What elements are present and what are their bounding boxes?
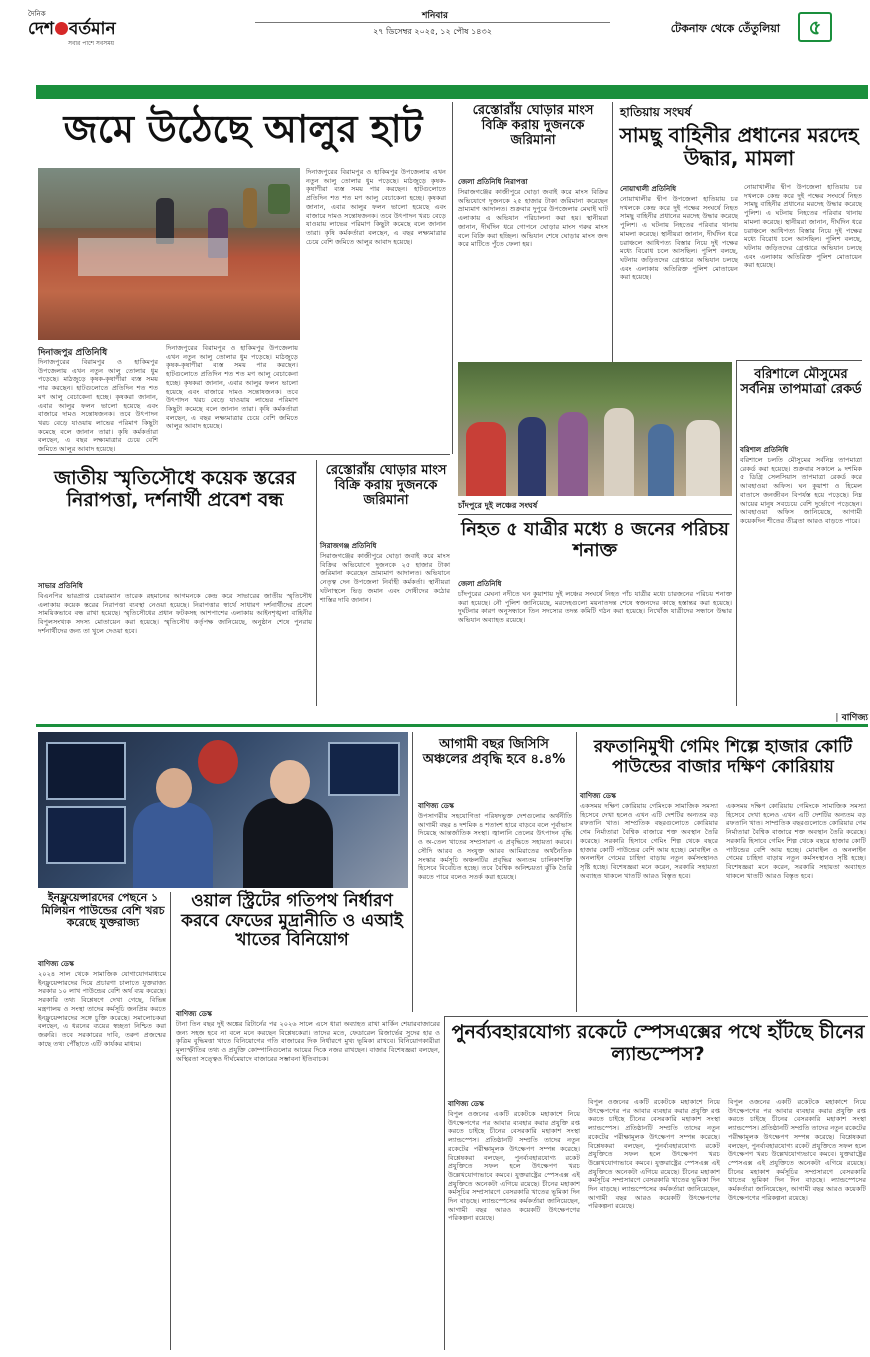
headline: ওয়াল স্ট্রিটের গতিপথ নির্ধারণ করবে ফেডের মুদ্রানীতি ও এআই খাতের বিনিয়োগ <box>181 891 403 951</box>
byline: নোয়াখালী প্রতিনিধি <box>620 185 677 193</box>
section-name: টেকনাফ থেকে তেঁতুলিয়া <box>670 22 780 35</box>
photo-potato-market <box>38 168 300 340</box>
photo-chandpur <box>458 362 732 496</box>
issue-day: শনিবার <box>422 11 448 21</box>
byline: বাণিজ্য ডেস্ক <box>418 802 454 810</box>
story-body-cont: নোয়াখালীর দ্বীপ উপজেলা হাতিয়ায় চর দখলকে কেন্দ্র করে দুই পক্ষের সংঘর্ষে নিহত সামছু বাহিনীর প্রধানের মরদেহ উদ্ধার করেছে পুলিশ। এ ঘটনায় নিহতের পরিবার থানায় মামলা করেছে। স্থানীয়রা জানান, দীর্ঘদিন ধরে চরাঞ্চলে আধিপত্য বিস্তার নিয়ে দুই পক্ষের মধ্যে বিরোধ চলে আসছিল। পুলিশ বলছে, ঘটনায় জড়িতদের গ্রেপ্তারে অভিযান চলছে এবং এলাকায় অতিরিক্ত পুলিশ মোতায়েন করা হয়েছে। <box>744 183 862 270</box>
photo-caption: চাঁদপুরে দুই লঞ্চের সংঘর্ষ <box>458 501 538 510</box>
logo-small-text: দৈনিক <box>28 10 46 18</box>
headline: জাতীয় স্মৃতিসৌধে কয়েক স্তরের নিরাপত্তা, দর্শনার্থী প্রবেশ বন্ধ <box>54 467 296 511</box>
masthead <box>0 0 870 84</box>
headline: রেস্তোরাঁয় ঘোড়ার মাংস বিক্রি করায় দুজনকে জরিমানা <box>472 103 594 148</box>
byline: বাণিজ্য ডেস্ক <box>38 960 74 968</box>
logo-tagline: সবার পাশে সবসময় <box>68 40 115 47</box>
logo <box>28 8 158 54</box>
story-body-cont: দিনাজপুরের বিরামপুর ও হাকিমপুর উপজেলায় এখন নতুন আলু তোলার ধুম পড়েছে। মাঠজুড়ে কৃষক-কৃষাণীরা ব্যস্ত সময় পার করছেন। হাটগুলোতে প্রতিদিন শত শত মণ আলু বেচাকেনা হচ্ছে। কৃষকরা জানান, এবার আলুর ফলন ভালো হয়েছে এবং বাজারে দামও সন্তোষজনক। তবে উৎপাদন খরচ বেড়ে যাওয়ায় লাভের পরিমাণ কিছুটা কমেছে বলে জানান তারা। কৃষি কর্মকর্তারা বলছেন, এ বছর লক্ষ্যমাত্রার চেয়ে বেশি জমিতে আলুর আবাদ হয়েছে। <box>166 344 298 431</box>
headline: ইনফ্লুয়েন্সারদের পেছনে ১ মিলিয়ন পাউন্ডের বেশি খরচ করেছে যুক্তরাজ্য <box>41 891 165 930</box>
story-body-cont: একসময় দক্ষিণ কোরিয়ায় গেমিংকে সামাজিক সমস্যা হিসেবে দেখা হলেও এখন এটি দেশটির অন্যতম বড় রফতানি খাত। সাম্প্রতিক বছরগুলোতে কোরিয়ার গেম নির্মাতারা বৈশ্বিক বাজারে শক্ত অবস্থান তৈরি করেছে। সরকারি হিসাবে গেমিং শিল্প থেকে বছরে হাজার কোটি পাউন্ডের বেশি আয় হচ্ছে। মোবাইল ও অনলাইন গেমের চাহিদা বাড়ায় নতুন কর্মসংস্থানও সৃষ্টি হচ্ছে। বিশেষজ্ঞরা মনে করেন, সরকারি সহায়তা অব্যাহত থাকলে খাতটি আরও বিস্তৃত হবে। <box>726 802 866 880</box>
headline: নিহত ৫ যাত্রীর মধ্যে ৪ জনের পরিচয় শনাক্ত <box>461 519 729 561</box>
story-body-cont2: বিপুল ওজনের একটি রকেটকে মহাকাশে নিয়ে উৎক্ষেপণের পর আবার ব্যবহার করার প্রযুক্তি রপ্ত করতে চাইছে চীনের বেসরকারি মহাকাশ সংস্থা ল্যান্ডস্পেস। প্রতিষ্ঠানটি সম্প্রতি তাদের নতুন রকেটের পরীক্ষামূলক উৎক্ষেপণ সম্পন্ন করেছে। বিশ্লেষকরা বলছেন, পুনর্ব্যবহারযোগ্য রকেট প্রযুক্তিতে সফল হলে উৎক্ষেপণ খরচ উল্লেখযোগ্যভাবে কমবে। যুক্তরাষ্ট্রের স্পেসএক্স এই প্রযুক্তিতে অনেকটা এগিয়ে রয়েছে। চীনের মহাকাশ কর্মসূচির সম্প্রসারণে বেসরকারি খাতের ভূমিকা দিন দিন বাড়ছে। ল্যান্ডস্পেসের কর্মকর্তারা জানিয়েছেন, আগামী বছর আরও কয়েকটি উৎক্ষেপণের পরিকল্পনা রয়েছে। <box>728 1098 866 1202</box>
headline: জমে উঠেছে আলুর হাট <box>63 107 423 151</box>
logo-name-second: বর্তমান <box>68 19 116 39</box>
byline: সাভার প্রতিনিধি <box>38 582 83 590</box>
logo-name-first: দেশ <box>28 19 54 39</box>
headline: রফতানিমুখী গেমিং শিল্পে হাজার কোটি পাউন্ডের বাজার দক্ষিণ কোরিয়ায় <box>593 737 853 777</box>
story-body: সিরাজগঞ্জের কাজীপুরে ঘোড়া জবাই করে মাংস বিক্রির অভিযোগে দুজনকে ২৫ হাজার টাকা জরিমানা করেছেন ভ্রাম্যমাণ আদালত। শুক্রবার দুপুরে উপজেলার মেঘাই ঘাট এলাকায় এ অভিযান পরিচালনা করা হয়। স্থানীয়রা জানান, দীর্ঘদিন ধরে গোপনে ঘোড়ার মাংস গরুর মাংস বলে বিক্রি করা হচ্ছিল। অভিযান শেষে ঘোড়ার মাংস জব্দ করে মাটিতে পুঁতে ফেলা হয়। <box>458 188 608 249</box>
story-body-cont2: দিনাজপুরের বিরামপুর ও হাকিমপুর উপজেলায় এখন নতুন আলু তোলার ধুম পড়েছে। মাঠজুড়ে কৃষক-কৃষাণীরা ব্যস্ত সময় পার করছেন। হাটগুলোতে প্রতিদিন শত শত মণ আলু বেচাকেনা হচ্ছে। কৃষকরা জানান, এবার আলুর ফলন ভালো হয়েছে এবং বাজারে দামও সন্তোষজনক। তবে উৎপাদন খরচ বেড়ে যাওয়ায় লাভের পরিমাণ কিছুটা কমেছে বলে জানান তারা। কৃষি কর্মকর্তারা বলছেন, এ বছর লক্ষ্যমাত্রার চেয়ে বেশি জমিতে আলুর আবাদ হয়েছে। <box>306 168 446 246</box>
headline: বরিশালে মৌসুমের সর্বনিম্ন তাপমাত্রা রেকর্ড <box>740 367 862 397</box>
story-body-cont: বিপুল ওজনের একটি রকেটকে মহাকাশে নিয়ে উৎক্ষেপণের পর আবার ব্যবহার করার প্রযুক্তি রপ্ত করতে চাইছে চীনের বেসরকারি মহাকাশ সংস্থা ল্যান্ডস্পেস। প্রতিষ্ঠানটি সম্প্রতি তাদের নতুন রকেটের পরীক্ষামূলক উৎক্ষেপণ সম্পন্ন করেছে। বিশ্লেষকরা বলছেন, পুনর্ব্যবহারযোগ্য রকেট প্রযুক্তিতে সফল হলে উৎক্ষেপণ খরচ উল্লেখযোগ্যভাবে কমবে। যুক্তরাষ্ট্রের স্পেসএক্স এই প্রযুক্তিতে অনেকটা এগিয়ে রয়েছে। চীনের মহাকাশ কর্মসূচির সম্প্রসারণে বেসরকারি খাতের ভূমিকা দিন দিন বাড়ছে। ল্যান্ডস্পেসের কর্মকর্তারা জানিয়েছেন, আগামী বছর আরও কয়েকটি উৎক্ষেপণের পরিকল্পনা রয়েছে। <box>588 1098 720 1211</box>
headline: পুনর্ব্যবহারযোগ্য রকেটে স্পেসএক্সের পথে হাঁটছে চীনের ল্যান্ডস্পেস? <box>451 1021 865 1065</box>
byline: সিরাজগঞ্জ প্রতিনিধি <box>320 542 377 550</box>
story-body: একসময় দক্ষিণ কোরিয়ায় গেমিংকে সামাজিক সমস্যা হিসেবে দেখা হলেও এখন এটি দেশটির অন্যতম বড় রফতানি খাত। সাম্প্রতিক বছরগুলোতে কোরিয়ার গেম নির্মাতারা বৈশ্বিক বাজারে শক্ত অবস্থান তৈরি করেছে। সরকারি হিসাবে গেমিং শিল্প থেকে বছরে হাজার কোটি পাউন্ডের বেশি আয় হচ্ছে। মোবাইল ও অনলাইন গেমের চাহিদা বাড়ায় নতুন কর্মসংস্থানও সৃষ্টি হচ্ছে। বিশেষজ্ঞরা মনে করেন, সরকারি সহায়তা অব্যাহত থাকলে খাতটি আরও বিস্তৃত হবে। <box>580 802 718 880</box>
headline: আগামী বছর জিসিসি অঞ্চলের প্রবৃদ্ধি হবে ৪.৪% <box>422 737 566 767</box>
section-label: | বাণিজ্য <box>835 713 868 723</box>
kicker: হাতিয়ায় সংঘর্ষ <box>620 105 692 119</box>
photo-wall-street <box>38 732 408 888</box>
story-body: বিপুল ওজনের একটি রকেটকে মহাকাশে নিয়ে উৎক্ষেপণের পর আবার ব্যবহার করার প্রযুক্তি রপ্ত করতে চাইছে চীনের বেসরকারি মহাকাশ সংস্থা ল্যান্ডস্পেস। প্রতিষ্ঠানটি সম্প্রতি তাদের নতুন রকেটের পরীক্ষামূলক উৎক্ষেপণ সম্পন্ন করেছে। বিশ্লেষকরা বলছেন, পুনর্ব্যবহারযোগ্য রকেট প্রযুক্তিতে সফল হলে উৎক্ষেপণ খরচ উল্লেখযোগ্যভাবে কমবে। যুক্তরাষ্ট্রের স্পেসএক্স এই প্রযুক্তিতে অনেকটা এগিয়ে রয়েছে। চীনের মহাকাশ কর্মসূচির সম্প্রসারণে বেসরকারি খাতের ভূমিকা দিন দিন বাড়ছে। ল্যান্ডস্পেসের কর্মকর্তারা জানিয়েছেন, আগামী বছর আরও কয়েকটি উৎক্ষেপণের পরিকল্পনা রয়েছে। <box>448 1110 580 1223</box>
section-divider <box>36 724 868 727</box>
logo-mark-icon <box>55 22 68 35</box>
story-body: সিরাজগঞ্জের কাজীপুরে ঘোড়া জবাই করে মাংস বিক্রির অভিযোগে দুজনকে ২৫ হাজার টাকা জরিমানা করেছেন ভ্রাম্যমাণ আদালত। অভিযানে নেতৃত্ব দেন উপজেলা নির্বাহী কর্মকর্তা। স্থানীয়রা ঘটনাস্থলে ভিড় জমান এবং দোষীদের কঠোর শাস্তির দাবি জানান। <box>320 552 450 604</box>
section-label-text: বাণিজ্য <box>841 713 868 723</box>
story-body: চাঁদপুরের মেঘনা নদীতে ঘন কুয়াশায় দুই লঞ্চের সংঘর্ষে নিহত পাঁচ যাত্রীর মধ্যে চারজনের পরিচয় শনাক্ত করা হয়েছে। নৌ পুলিশ জানিয়েছে, মরদেহগুলো ময়নাতদন্ত শেষে স্বজনদের কাছে হস্তান্তর করা হয়েছে। দুর্ঘটনার কারণ অনুসন্ধানে তিন সদস্যের তদন্ত কমিটি গঠন করা হয়েছে। নিখোঁজ যাত্রীদের সন্ধানে উদ্ধার অভিযান অব্যাহত রয়েছে। <box>458 590 732 625</box>
byline: বাণিজ্য ডেস্ক <box>448 1100 484 1108</box>
story-body: নোয়াখালীর দ্বীপ উপজেলা হাতিয়ায় চর দখলকে কেন্দ্র করে দুই পক্ষের সংঘর্ষে নিহত সামছু বাহিনীর প্রধানের মরদেহ উদ্ধার করেছে পুলিশ। এ ঘটনায় নিহতের পরিবার থানায় মামলা করেছে। স্থানীয়রা জানান, দীর্ঘদিন ধরে চরাঞ্চলে আধিপত্য বিস্তার নিয়ে দুই পক্ষের মধ্যে বিরোধ চলে আসছিল। পুলিশ বলছে, ঘটনায় জড়িতদের গ্রেপ্তারে অভিযান চলছে এবং এলাকায় অতিরিক্ত পুলিশ মোতায়েন করা হয়েছে। <box>620 195 738 282</box>
story-body: উপসাগরীয় সহযোগিতা পরিষদভুক্ত দেশগুলোর অর্থনীতি আগামী বছর ৪ দশমিক ৪ শতাংশ হারে বাড়বে বলে পূর্বাভাস দিয়েছে আন্তর্জাতিক সংস্থা। জ্বালানি তেলের উৎপাদন বৃদ্ধি ও অ-তেল খাতের সম্প্রসারণ এ প্রবৃদ্ধিতে সহায়তা করবে। সৌদি আরব ও সংযুক্ত আরব আমিরাতের অর্থনৈতিক সংস্কার কর্মসূচি অঞ্চলটির প্রবৃদ্ধির অন্যতম চালিকাশক্তি হিসেবে বিবেচিত হচ্ছে। তবে বৈশ্বিক অনিশ্চয়তা ঝুঁকি তৈরি করতে পারে বলেও সতর্ক করা হয়েছে। <box>418 812 572 881</box>
byline: জেলা প্রতিনিধি নিরাপত্তা <box>458 178 528 186</box>
byline: জেলা প্রতিনিধি <box>458 580 502 588</box>
byline: বাণিজ্য ডেস্ক <box>580 792 616 800</box>
byline: বরিশাল প্রতিনিধি <box>740 446 789 454</box>
page-number-badge <box>798 12 832 42</box>
story-body: দিনাজপুরের বিরামপুর ও হাকিমপুর উপজেলায় এখন নতুন আলু তোলার ধুম পড়েছে। মাঠজুড়ে কৃষক-কৃষাণীরা ব্যস্ত সময় পার করছেন। হাটগুলোতে প্রতিদিন শত শত মণ আলু বেচাকেনা হচ্ছে। কৃষকরা জানান, এবার আলুর ফলন ভালো হয়েছে এবং বাজারে দামও সন্তোষজনক। তবে উৎপাদন খরচ বেড়ে যাওয়ায় লাভের পরিমাণ কিছুটা কমেছে বলে জানান তারা। কৃষি কর্মকর্তারা বলছেন, এ বছর লক্ষ্যমাত্রার চেয়ে বেশি জমিতে আলুর আবাদ হয়েছে। <box>38 358 158 454</box>
story-body: টানা তিন বছর দুই অঙ্কের রিটার্নের পর ২০২৬ সালে এসে ধারা অব্যাহত রাখা মার্কিন শেয়ারবাজারের জন্য সহজ হবে না বলে মনে করছেন বিশ্লেষকেরা। তাদের মতে, ফেডারেল রিজার্ভের সুদের হার ও কৃত্রিম বুদ্ধিমত্তা খাতে বিনিয়োগের গতি বাজারের দিক নির্ধারণে মুখ্য ভূমিকা রাখবে। বিনিয়োগকারীরা মূল্যস্ফীতির তথ্য ও প্রযুক্তি কোম্পানিগুলোর আয়ের দিকে নজর রাখছেন। বাজার বিশেষজ্ঞরা বলছেন, অস্থিরতা সত্ত্বেও দীর্ঘমেয়াদে বাজারের সম্ভাবনা ইতিবাচক। <box>176 1020 440 1063</box>
byline: বাণিজ্য ডেস্ক <box>176 1010 212 1018</box>
story-body: ২০২৪ সাল থেকে সামাজিক যোগাযোগমাধ্যমে ইনফ্লুয়েন্সারদের দিয়ে প্রচারণা চালাতে যুক্তরাজ্য সরকার ১০ লাখ পাউন্ডের বেশি অর্থ ব্যয় করেছে। সরকারি তথ্য বিশ্লেষণে দেখা গেছে, বিভিন্ন মন্ত্রণালয় ও সংস্থা তাদের কর্মসূচি জনপ্রিয় করতে ইনফ্লুয়েন্সারদের সঙ্গে চুক্তি করেছে। সমালোচকরা বলছেন, এ ধরনের ব্যয়ের স্বচ্ছতা নিশ্চিত করা জরুরি। তবে সরকারের দাবি, তরুণ প্রজন্মের কাছে তথ্য পৌঁছাতে এটি কার্যকর মাধ্যম। <box>38 970 166 1048</box>
header-accent-bar <box>36 85 868 99</box>
story-body: বিএনপির ভারপ্রাপ্ত চেয়ারম্যান তারেক রহমানের আগমনকে কেন্দ্র করে সাভারের জাতীয় স্মৃতিসৌধ এলাকায় কয়েক স্তরের নিরাপত্তা ব্যবস্থা নেওয়া হয়েছে। নিরাপত্তার স্বার্থে সাধারণ দর্শনার্থীদের প্রবেশ সাময়িকভাবে বন্ধ রাখা হয়েছে। স্মৃতিসৌধের প্রধান ফটকসহ আশপাশের এলাকায় আইনশৃঙ্খলা বাহিনীর বিপুলসংখ্যক সদস্য মোতায়েন করা হয়েছে। স্মৃতিসৌধ কর্তৃপক্ষ জানিয়েছে, অনুষ্ঠান শেষে পুনরায় দর্শনার্থীদের জন্য তা খুলে দেওয়া হবে। <box>38 592 312 635</box>
issue-date: ২৭ ডিসেম্বর ২০২৫, ১২ পৌষ ১৪৩২ <box>373 27 492 36</box>
story-body: বরিশালে চলতি মৌসুমের সর্বনিম্ন তাপমাত্রা রেকর্ড করা হয়েছে। শুক্রবার সকালে ৯ দশমিক ৫ ডিগ্রি সেলসিয়াস তাপমাত্রা রেকর্ড করে আবহাওয়া অফিস। ঘন কুয়াশা ও হিমেল বাতাসে জনজীবন বিপর্যস্ত হয়ে পড়েছে। নিম্ন আয়ের মানুষ সবচেয়ে বেশি দুর্ভোগে পড়েছেন। আবহাওয়া অফিস জানিয়েছে, আগামী কয়েকদিন শীতের তীব্রতা আরও বাড়তে পারে। <box>740 456 862 525</box>
byline: দিনাজপুর প্রতিনিধি <box>38 348 108 358</box>
headline: সামছু বাহিনীর প্রধানের মরদেহ উদ্ধার, মামলা <box>619 123 859 170</box>
headline: রেস্তোরাঁয় ঘোড়ার মাংস বিক্রি করায় দুজনকে জরিমানা <box>325 463 447 508</box>
page-number: ৫ <box>808 15 822 39</box>
